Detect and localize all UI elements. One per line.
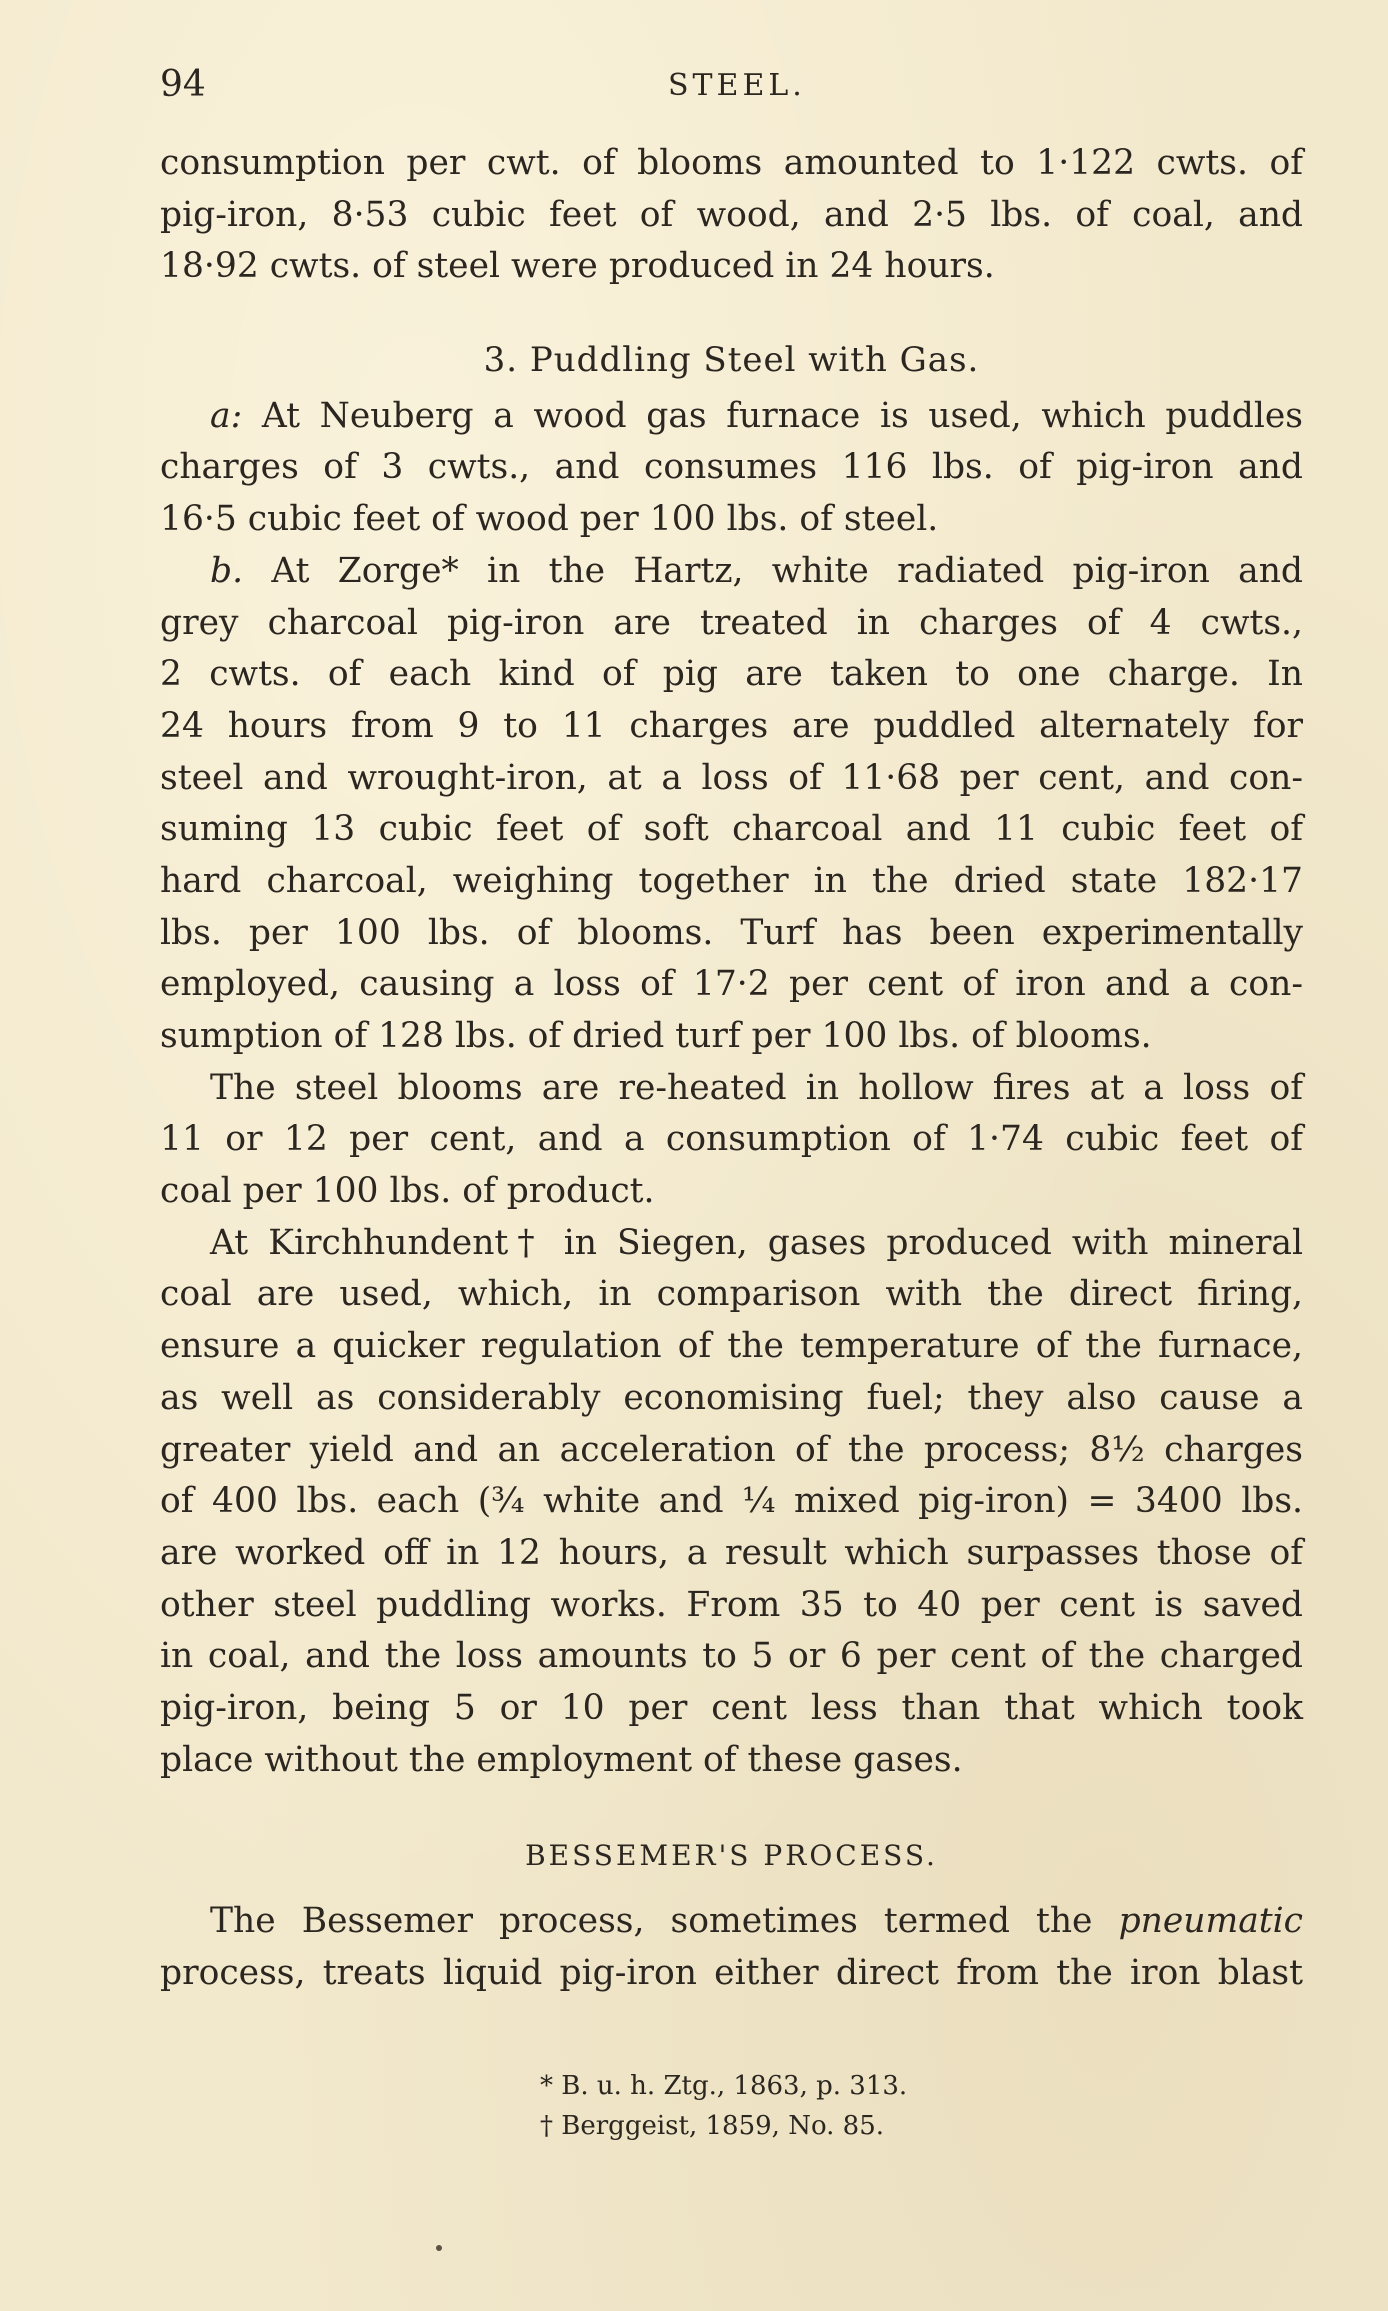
- text-line: [160, 1896, 1303, 1948]
- text-line: charges of 3 cwts., and consumes 116 lbs. of pig-iron and: [160, 447, 1303, 488]
- running-title: STEEL.: [668, 68, 806, 103]
- text-line: hard charcoal, weighing together in the dried state 182·17: [160, 860, 1303, 901]
- text-line: greater yield and an acceleration of the process; 8½ charges: [160, 1429, 1303, 1470]
- paragraph-reheat: [160, 1063, 1303, 1218]
- text-line: pig-iron, 8·53 cubic feet of wood, and 2·5 lbs. of coal, and: [160, 194, 1303, 235]
- text-line: in coal, and the loss amounts to 5 or 6 per cent of the charged: [160, 1636, 1303, 1677]
- text-fragment: At Neuberg a wood gas furnace is used, which puddles: [261, 395, 1303, 436]
- text-line: as well as considerably economising fuel; they also cause a: [160, 1377, 1303, 1418]
- text-line: sumption of 128 lbs. of dried turf per 100 lbs. of blooms.: [160, 1016, 1152, 1057]
- text-line: lbs. per 100 lbs. of blooms. Turf has been experimentally: [160, 912, 1303, 953]
- paragraph-b: [160, 546, 1303, 1063]
- text-line: employed, causing a loss of 17·2 per cent of iron and a con-: [160, 964, 1303, 1005]
- text-line: At Kirchhundent† in Siegen, gases produced with mineral: [210, 1222, 1303, 1263]
- text-line: 11 or 12 per cent, and a consumption of 1·74 cubic feet of: [160, 1119, 1303, 1160]
- text-fragment: The Bessemer process, sometimes termed the: [210, 1901, 1093, 1942]
- text-line: [160, 546, 1303, 598]
- body-text: [160, 138, 1303, 1999]
- italic-term: pneumatic: [1118, 1901, 1304, 1942]
- text-line: process, treats liquid pig-iron either direct from the iron blast: [160, 1952, 1303, 1993]
- footnotes: [0, 2066, 1388, 2146]
- footnote: * B. u. h. Ztg., 1863, p. 313.: [540, 2071, 908, 2101]
- text-line: pig-iron, being 5 or 10 per cent less than that which took: [160, 1687, 1303, 1728]
- paragraph-kirchhundent: [160, 1218, 1303, 1787]
- paragraph-continuation: [160, 138, 1303, 293]
- paragraph-a: [160, 391, 1303, 546]
- paragraph-bessemer: [160, 1896, 1303, 1999]
- text-line: 16·5 cubic feet of wood per 100 lbs. of steel.: [160, 499, 939, 540]
- paragraph-label: a:: [210, 395, 243, 436]
- text-line: of 400 lbs. each (¾ white and ¼ mixed pig-iron) = 3400 lbs.: [160, 1481, 1303, 1522]
- text-line: The steel blooms are re-heated in hollow fires at a loss of: [210, 1067, 1303, 1108]
- text-line: place without the employment of these gases.: [160, 1739, 963, 1780]
- footnote: † Berggeist, 1859, No. 85.: [540, 2111, 885, 2141]
- text-line: coal are used, which, in comparison with the direct firing,: [160, 1274, 1303, 1315]
- text-fragment: At Zorge* in the Hartz, white radiated pig-iron and: [271, 550, 1304, 591]
- paragraph-label: b.: [210, 550, 244, 591]
- text-line: coal per 100 lbs. of product.: [160, 1171, 655, 1212]
- text-line: grey charcoal pig-iron are treated in charges of 4 cwts.,: [160, 602, 1303, 643]
- text-line: steel and wrought-iron, at a loss of 11·68 per cent, and con-: [160, 757, 1303, 798]
- ink-speck: [436, 2245, 442, 2251]
- text-line: ensure a quicker regulation of the temperature of the furnace,: [160, 1326, 1303, 1367]
- text-line: 18·92 cwts. of steel were produced in 24 hours.: [160, 246, 995, 287]
- text-line: other steel puddling works. From 35 to 40 per cent is saved: [160, 1584, 1303, 1625]
- text-line: 24 hours from 9 to 11 charges are puddled alternately for: [160, 705, 1303, 746]
- text-line: are worked off in 12 hours, a result which surpasses those of: [160, 1532, 1303, 1573]
- text-line: consumption per cwt. of blooms amounted to 1·122 cwts. of: [160, 143, 1303, 183]
- bessemer-heading: BESSEMER'S PROCESS.: [525, 1839, 938, 1873]
- section-heading: 3. Puddling Steel with Gas.: [483, 340, 980, 381]
- text-line: 2 cwts. of each kind of pig are taken to one charge. In: [160, 654, 1303, 695]
- running-head: [160, 64, 1298, 114]
- text-line: suming 13 cubic feet of soft charcoal and 11 cubic feet of: [160, 809, 1303, 850]
- page-number: 94: [160, 64, 206, 105]
- text-line: [160, 391, 1303, 443]
